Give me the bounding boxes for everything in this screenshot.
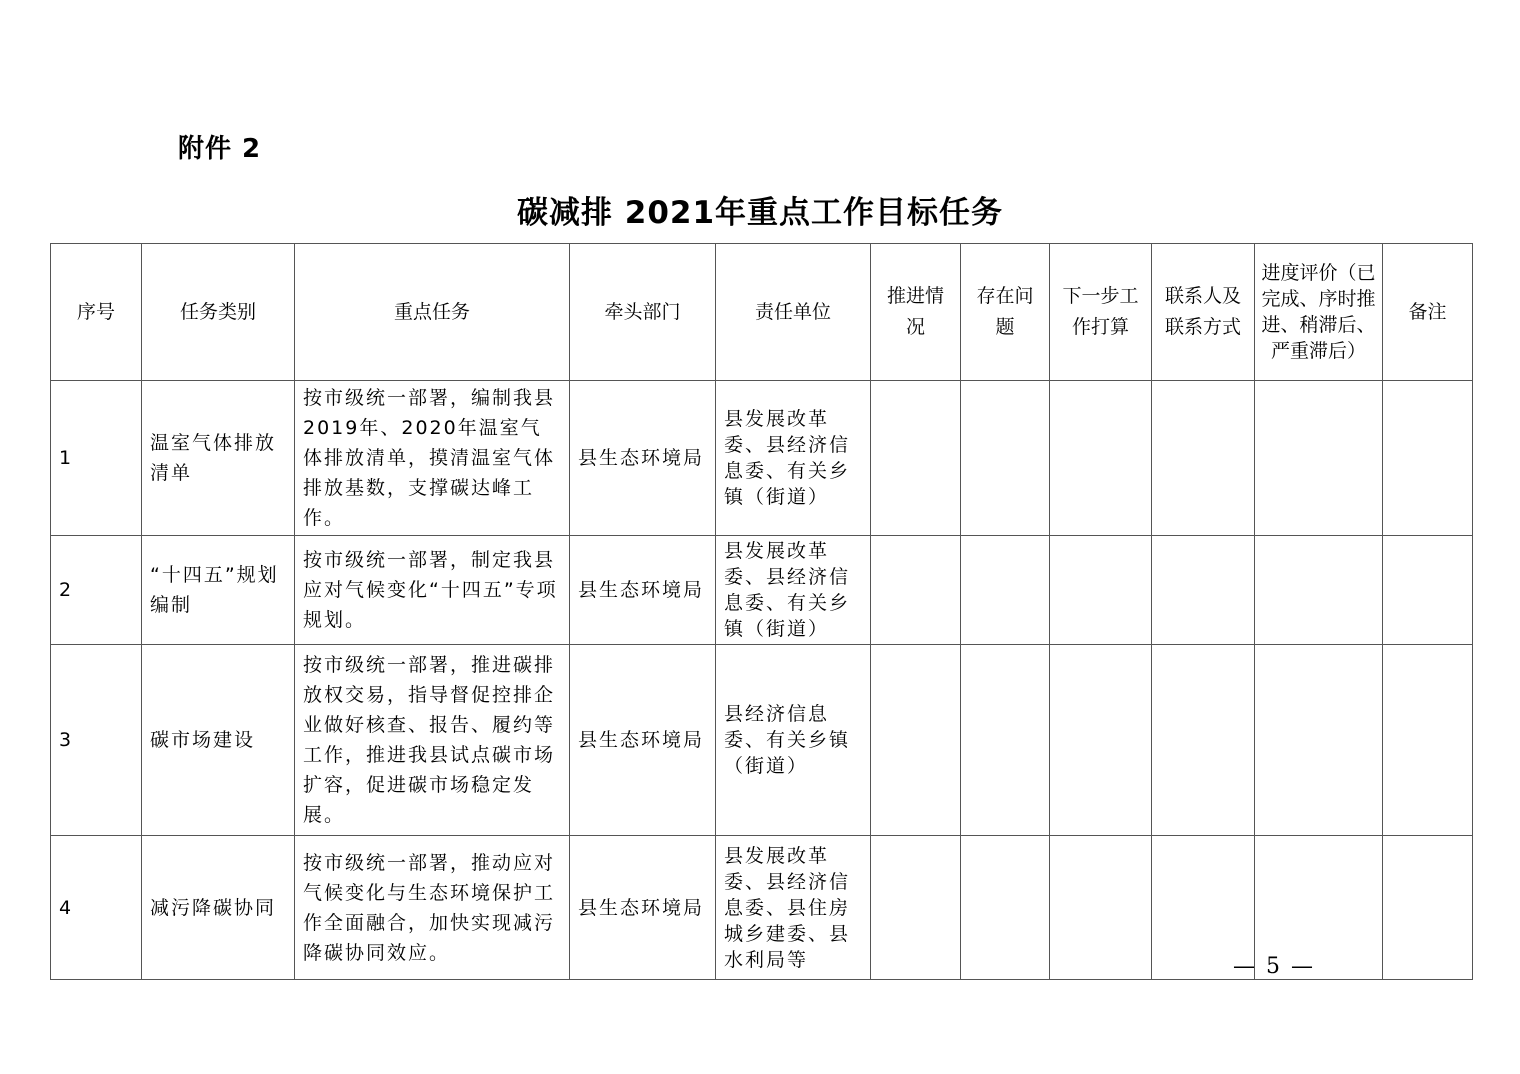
cell-category: 减污降碳协同	[142, 836, 295, 980]
table-header-row	[51, 244, 1473, 381]
cell-status	[871, 381, 961, 536]
header-issues: 存在问题	[961, 244, 1050, 381]
cell-progress	[1255, 381, 1383, 536]
cell-lead: 县生态环境局	[570, 645, 716, 836]
cell-category: 温室气体排放清单	[142, 381, 295, 536]
cell-issues	[961, 381, 1050, 536]
page-number: — 5 —	[1233, 954, 1315, 979]
cell-category: “十四五”规划编制	[142, 536, 295, 645]
cell-progress	[1255, 645, 1383, 836]
header-task: 重点任务	[295, 244, 570, 381]
cell-status	[871, 836, 961, 980]
cell-issues	[961, 645, 1050, 836]
attachment-label: 附件 2	[178, 134, 262, 164]
cell-remark	[1383, 536, 1473, 645]
header-seq: 序号	[51, 244, 142, 381]
cell-contact	[1152, 536, 1255, 645]
cell-seq: 3	[51, 645, 142, 836]
cell-units: 县发展改革委、县经济信息委、县住房城乡建委、县水利局等	[716, 836, 871, 980]
cell-units: 县发展改革委、县经济信息委、有关乡镇（街道）	[716, 381, 871, 536]
cell-seq: 1	[51, 381, 142, 536]
cell-next	[1050, 536, 1152, 645]
cell-issues	[961, 836, 1050, 980]
cell-task: 按市级统一部署，制定我县应对气候变化“十四五”专项规划。	[295, 536, 570, 645]
page-title: 碳减排 2021年重点工作目标任务	[516, 195, 1004, 231]
header-units: 责任单位	[716, 244, 871, 381]
cell-next	[1050, 836, 1152, 980]
cell-task: 按市级统一部署，编制我县2019年、2020年温室气体排放清单，摸清温室气体排放基数，支撑碳达峰工作。	[295, 381, 570, 536]
cell-lead: 县生态环境局	[570, 536, 716, 645]
cell-lead: 县生态环境局	[570, 836, 716, 980]
cell-remark	[1383, 836, 1473, 980]
header-category: 任务类别	[142, 244, 295, 381]
cell-status	[871, 645, 961, 836]
table-row	[51, 645, 1473, 836]
header-lead: 牵头部门	[570, 244, 716, 381]
cell-next	[1050, 381, 1152, 536]
table-row	[51, 536, 1473, 645]
cell-remark	[1383, 381, 1473, 536]
table-row	[51, 381, 1473, 536]
cell-issues	[961, 536, 1050, 645]
task-table	[50, 243, 1473, 980]
cell-contact	[1152, 645, 1255, 836]
header-remark: 备注	[1383, 244, 1473, 381]
cell-task: 按市级统一部署，推进碳排放权交易，指导督促控排企业做好核查、报告、履约等工作，推进我县试点碳市场扩容，促进碳市场稳定发展。	[295, 645, 570, 836]
cell-lead: 县生态环境局	[570, 381, 716, 536]
cell-status	[871, 536, 961, 645]
cell-units: 县经济信息委、有关乡镇（街道）	[716, 645, 871, 836]
header-next: 下一步工作打算	[1050, 244, 1152, 381]
header-contact: 联系人及联系方式	[1152, 244, 1255, 381]
cell-seq: 4	[51, 836, 142, 980]
cell-progress	[1255, 536, 1383, 645]
cell-category: 碳市场建设	[142, 645, 295, 836]
cell-seq: 2	[51, 536, 142, 645]
cell-task: 按市级统一部署，推动应对气候变化与生态环境保护工作全面融合，加快实现减污降碳协同效应。	[295, 836, 570, 980]
cell-contact	[1152, 381, 1255, 536]
header-progress: 进度评价（已完成、序时推进、稍滞后、严重滞后）	[1255, 244, 1383, 381]
cell-units: 县发展改革委、县经济信息委、有关乡镇（街道）	[716, 536, 871, 645]
header-status: 推进情况	[871, 244, 961, 381]
cell-next	[1050, 645, 1152, 836]
cell-remark	[1383, 645, 1473, 836]
